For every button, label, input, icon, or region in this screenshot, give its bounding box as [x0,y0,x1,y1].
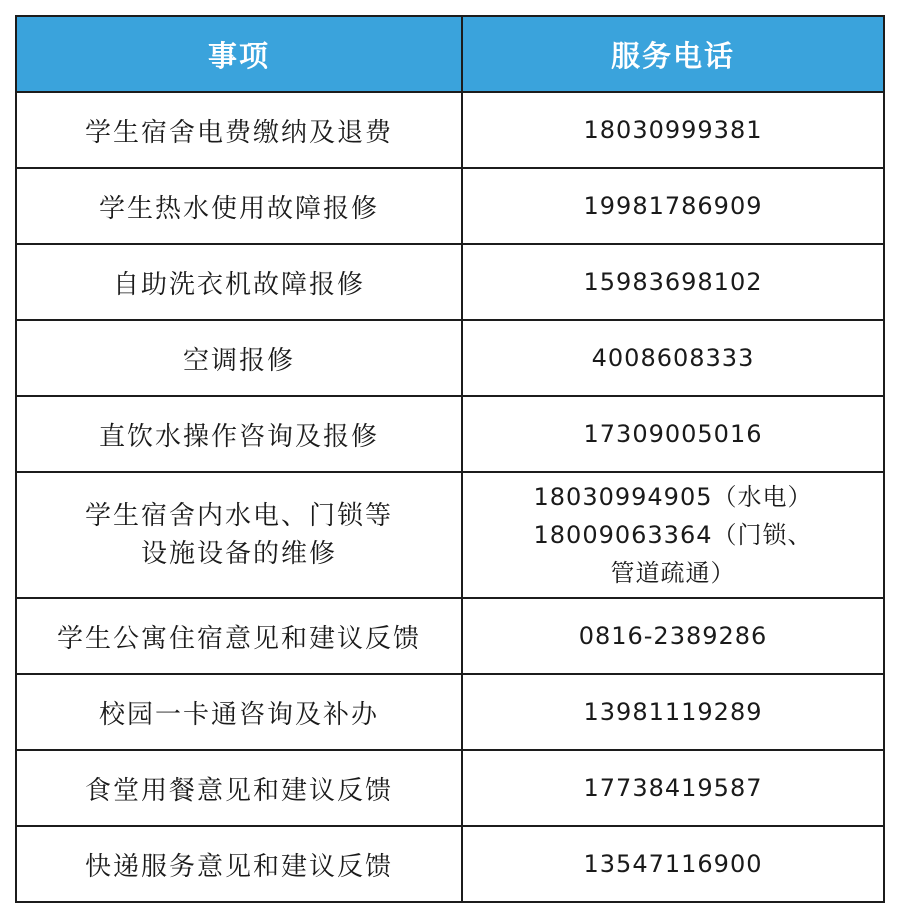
table-body [16,92,884,902]
table-header [16,16,884,92]
item-cell [16,472,462,598]
table-row [16,674,884,750]
item-cell: 空调报修 [16,320,462,396]
phone-line: 18009063364（门锁、 [533,521,813,549]
item-cell: 学生公寓住宿意见和建议反馈 [16,598,462,674]
phone-cell: 19981786909 [462,168,884,244]
table-row [16,396,884,472]
phone-cell: 17309005016 [462,396,884,472]
header-item: 事项 [16,16,462,92]
table-row [16,168,884,244]
item-line: 设施设备的维修 [140,539,337,569]
phone-cell [462,472,884,598]
header-row [16,16,884,92]
table-row [16,92,884,168]
table-row [16,750,884,826]
item-cell: 食堂用餐意见和建议反馈 [16,750,462,826]
item-cell: 快递服务意见和建议反馈 [16,826,462,902]
item-line: 学生宿舍内水电、门锁等 [84,501,393,531]
table-row [16,826,884,902]
item-cell: 自助洗衣机故障报修 [16,244,462,320]
phone-cell: 13547116900 [462,826,884,902]
phone-cell: 18030999381 [462,92,884,168]
item-cell: 学生宿舍电费缴纳及退费 [16,92,462,168]
item-cell: 校园一卡通咨询及补办 [16,674,462,750]
table-row [16,244,884,320]
header-phone: 服务电话 [462,16,884,92]
phone-line: 18030994905（水电） [533,483,813,511]
phone-cell: 15983698102 [462,244,884,320]
item-cell: 直饮水操作咨询及报修 [16,396,462,472]
phone-cell: 4008608333 [462,320,884,396]
table-row [16,472,884,598]
table-row [16,598,884,674]
phone-cell: 0816-2389286 [462,598,884,674]
table-row [16,320,884,396]
phone-line: 管道疏通） [610,559,736,587]
item-cell: 学生热水使用故障报修 [16,168,462,244]
phone-cell: 13981119289 [462,674,884,750]
service-phone-table [15,15,885,903]
phone-cell: 17738419587 [462,750,884,826]
